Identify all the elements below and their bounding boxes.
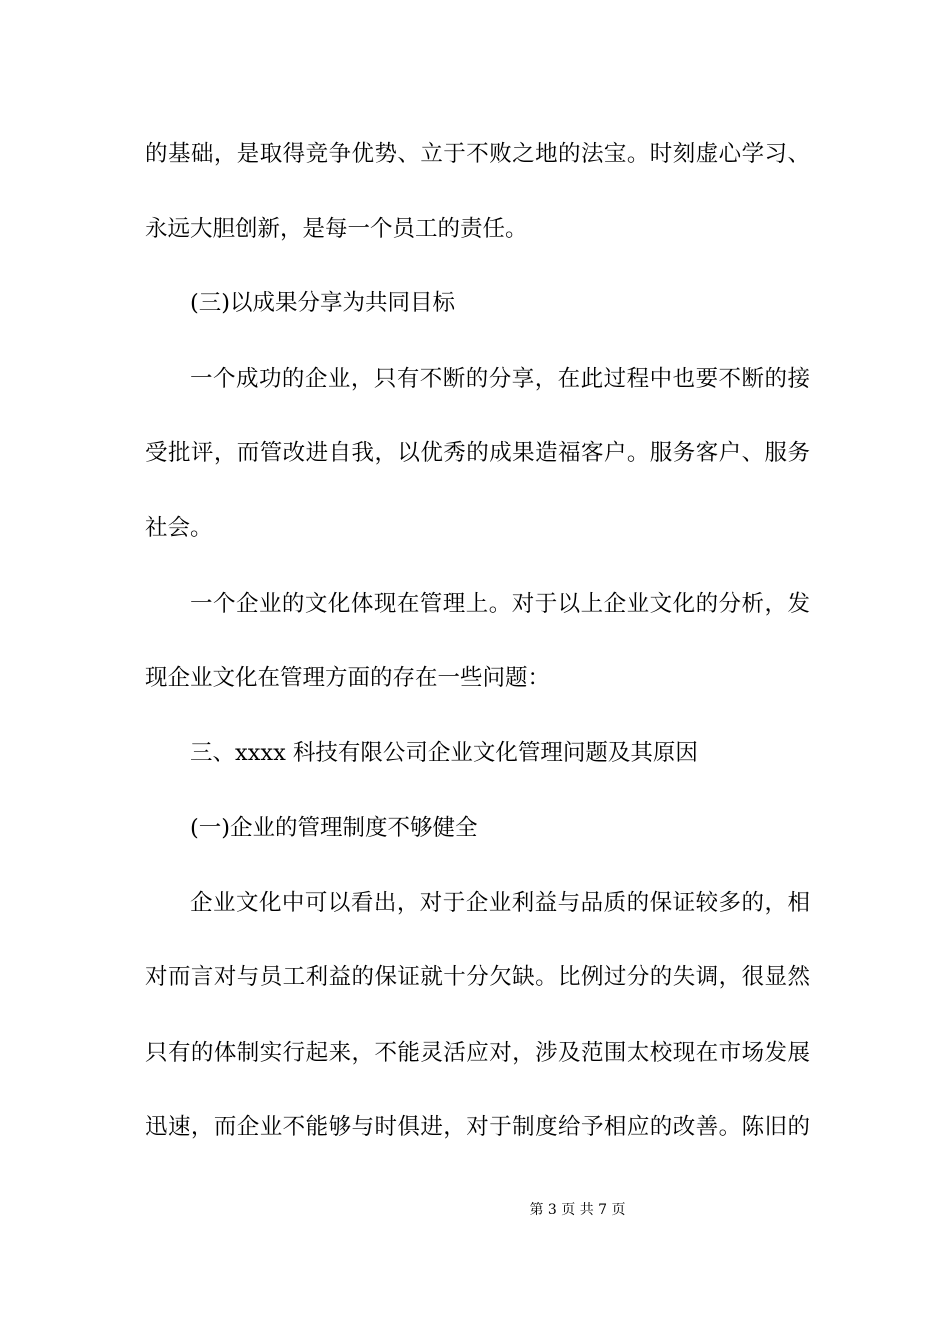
section-heading: (三)以成果分享为共同目标 — [190, 290, 456, 316]
paragraph-line: 社会。 — [145, 515, 213, 541]
paragraph-line: 企业文化中可以看出，对于企业利益与品质的保证较多的，相 — [190, 890, 810, 916]
page-number-footer: 第 3 页 共 7 页 — [529, 1202, 626, 1218]
paragraph-line: 永远大胆创新，是每一个员工的责任。 — [145, 216, 528, 242]
paragraph-line: 一个成功的企业，只有不断的分享，在此过程中也要不断的接 — [190, 366, 810, 392]
paragraph-line: 的基础，是取得竞争优势、立于不败之地的法宝。时刻虚心学习、 — [145, 141, 810, 167]
paragraph-line: 一个企业的文化体现在管理上。对于以上企业文化的分析，发 — [190, 591, 810, 617]
paragraph-line: 对而言对与员工利益的保证就十分欠缺。比例过分的失调，很显然 — [145, 964, 810, 990]
paragraph-line: 迅速，而企业不能够与时俱进，对于制度给予相应的改善。陈旧的 — [145, 1114, 810, 1140]
paragraph-line: 受批评，而管改进自我，以优秀的成果造福客户。服务客户、服务 — [145, 440, 810, 466]
paragraph-line: 现企业文化在管理方面的存在一些问题： — [145, 665, 551, 691]
chapter-heading: 三、xxxx 科技有限公司企业文化管理问题及其原因 — [190, 740, 698, 766]
section-heading: (一)企业的管理制度不够健全 — [190, 815, 478, 841]
paragraph-line: 只有的体制实行起来，不能灵活应对，涉及范围太校现在市场发展 — [145, 1040, 810, 1066]
